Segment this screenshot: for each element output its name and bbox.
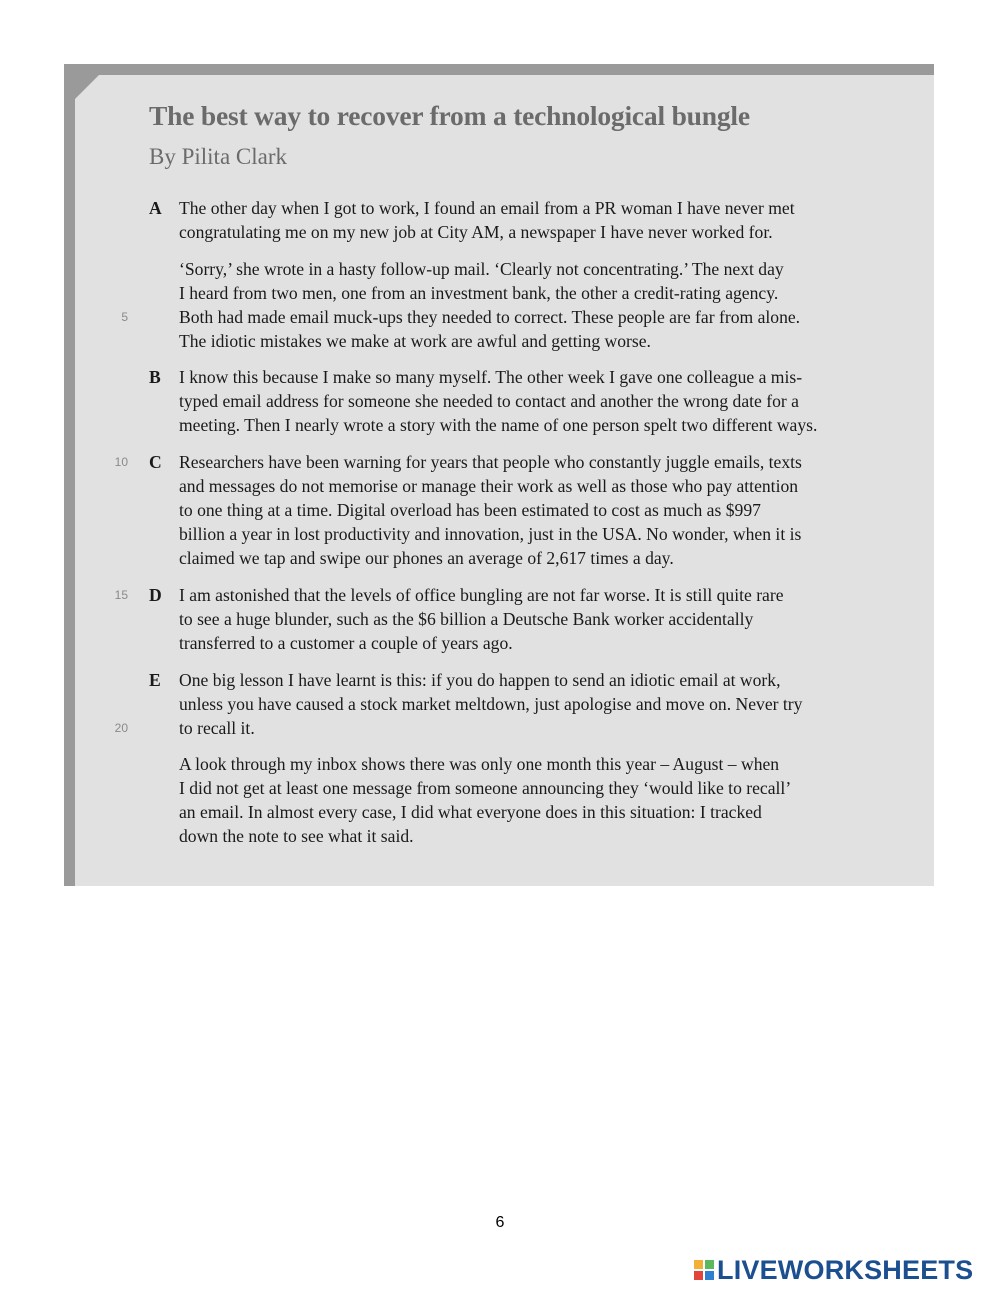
text-line: A look through my inbox shows there was only one month this year – August – when <box>179 754 780 774</box>
text-line: congratulating me on my new job at City AM, a newspaper I have never worked for. <box>179 222 773 242</box>
logo-square-icon <box>694 1260 703 1269</box>
logo-square-icon <box>694 1271 703 1280</box>
logo-square-icon <box>705 1271 714 1280</box>
text-line: down the note to see what it said. <box>179 826 414 846</box>
text-line: to one thing at a time. Digital overload has been estimated to cost as much as $997 <box>179 500 761 520</box>
text-line: to see a huge blunder, such as the $6 billion a Deutsche Bank worker accidentally <box>179 609 754 629</box>
line-number-5: 5 <box>121 310 128 324</box>
line-number-20: 20 <box>114 721 128 735</box>
panel-corner-fold <box>64 64 110 110</box>
article-byline: By Pilita Clark <box>149 144 287 169</box>
paragraph-letter-d: D <box>149 585 162 605</box>
text-line: billion a year in lost productivity and innovation, just in the USA. No wonder, when it is <box>179 524 802 544</box>
text-line: typed email address for someone she needed to contact and another the wrong date for a <box>179 391 799 411</box>
paragraph-letter-a: A <box>149 198 162 218</box>
line-number-10: 10 <box>114 455 128 469</box>
text-line: I did not get at least one message from someone announcing they ‘would like to recall’ <box>179 778 792 798</box>
text-line: Both had made email muck-ups they needed to correct. These people are far from alone. <box>179 307 801 327</box>
text-line: claimed we tap and swipe our phones an average of 2,617 times a day. <box>179 548 674 568</box>
text-line: One big lesson I have learnt is this: if you do happen to send an idiotic email at work, <box>179 670 781 690</box>
text-line: meeting. Then I nearly wrote a story with the name of one person spelt two different ways. <box>179 415 818 435</box>
text-line: The idiotic mistakes we make at work are awful and getting worse. <box>179 331 651 351</box>
page-number: 6 <box>495 1214 505 1231</box>
logo-square-icon <box>705 1260 714 1269</box>
panel-top-border <box>64 64 934 75</box>
brand-name: LIVEWORKSHEETS <box>717 1254 974 1285</box>
article-title: The best way to recover from a technological bungle <box>149 100 750 131</box>
text-line: Researchers have been warning for years that people who constantly juggle emails, texts <box>179 452 802 472</box>
paragraph-letter-b: B <box>149 367 161 387</box>
text-line: I am astonished that the levels of office bungling are not far worse. It is still quite rare <box>179 585 784 605</box>
text-line: The other day when I got to work, I found an email from a PR woman I have never met <box>179 198 795 218</box>
text-line: ‘Sorry,’ she wrote in a hasty follow-up mail. ‘Clearly not concentrating.’ The next day <box>179 259 784 279</box>
liveworksheets-logo-icon <box>694 1260 714 1280</box>
text-line: I heard from two men, one from an investment bank, the other a credit-rating agency. <box>179 283 779 303</box>
paragraph-letter-c: C <box>149 452 162 472</box>
text-line: an email. In almost every case, I did what everyone does in this situation: I tracked <box>179 802 762 822</box>
paragraph-letter-e: E <box>149 670 161 690</box>
text-line: to recall it. <box>179 718 255 738</box>
text-line: I know this because I make so many myself. The other week I gave one colleague a mis- <box>179 367 803 387</box>
text-line: and messages do not memorise or manage their work as well as those who pay attention <box>179 476 799 496</box>
text-line: unless you have caused a stock market meltdown, just apologise and move on. Never try <box>179 694 803 714</box>
line-number-15: 15 <box>114 588 128 602</box>
panel-left-border <box>64 64 75 886</box>
text-line: transferred to a customer a couple of years ago. <box>179 633 513 653</box>
liveworksheets-logo[interactable] <box>694 1256 973 1284</box>
